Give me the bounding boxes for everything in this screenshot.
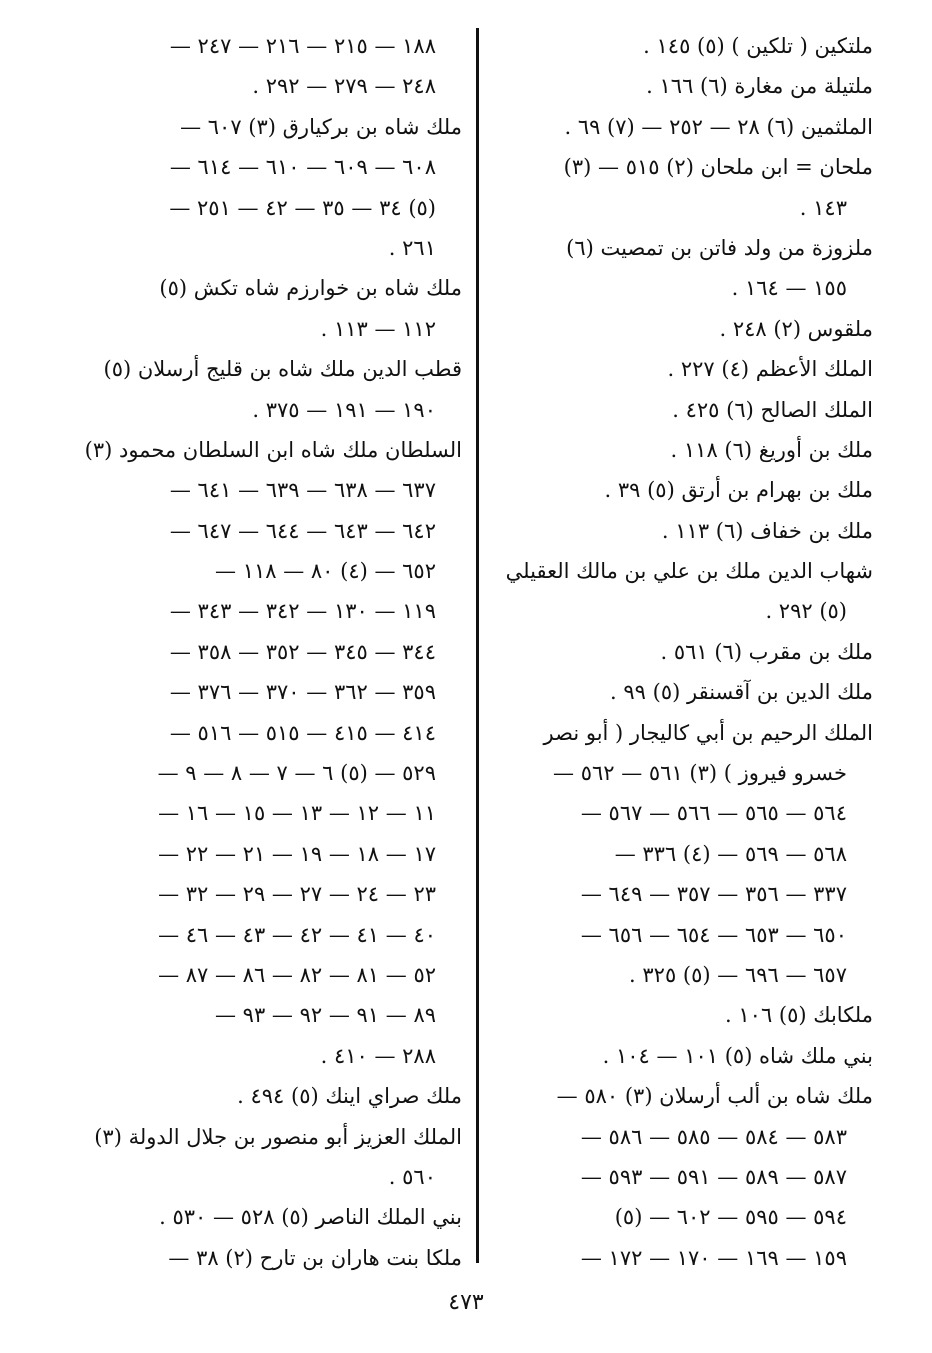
index-entry-line: شهاب الدين ملك بن علي بن مالك العقيلي (505, 559, 873, 584)
index-entry-line: ٢٦١ . (388, 235, 436, 260)
index-entry-line: ١٥٩ — ١٦٩ — ١٧٠ — ١٧٢ — (580, 1245, 847, 1270)
index-entry-line: ١١٢ — ١١٣ . (320, 316, 436, 341)
index-entry-line: ٥٢٩ — (٥) ٦ — ٧ — ٨ — ٩ — (157, 761, 436, 786)
index-entry-line: ٦٥٧ — ٦٩٦ — (٥) ٣٢٥ . (629, 962, 847, 987)
index-entry-line: ١٧ — ١٨ — ١٩ — ٢١ — ٢٢ — (158, 841, 436, 866)
index-entry-line: ملك بن أوريغ (٦) ١١٨ . (670, 437, 873, 462)
index-entry-line: ملك صراي اينك (٥) ٤٩٤ . (237, 1084, 462, 1109)
index-entry-line: الملك الأعظم (٤) ٢٢٧ . (667, 357, 873, 382)
index-entry-line: ٦٥٠ — ٦٥٣ — ٦٥٤ — ٦٥٦ — (580, 922, 847, 947)
index-entry-line: ملك شاه بن ألب أرسلان (٣) ٥٨٠ — (556, 1084, 873, 1109)
index-entry-line: ٣٤٤ — ٣٤٥ — ٣٥٢ — ٣٥٨ — (169, 639, 436, 664)
index-entry-line: ١٥٥ — ١٦٤ . (731, 276, 847, 301)
index-entry-line: ملتكين ( تلكين ) (٥) ١٤٥ . (643, 34, 873, 58)
index-entry-line: الملك الرحيم بن أبي كاليجار ( أبو نصر (543, 720, 873, 745)
index-entry-line: ٨٩ — ٩١ — ٩٢ — ٩٣ — (214, 1003, 436, 1028)
index-entry-line: ٥٢ — ٨١ — ٨٢ — ٨٦ — ٨٧ — (158, 962, 436, 987)
index-entry-line: ٤٠ — ٤١ — ٤٢ — ٤٣ — ٤٦ — (158, 922, 436, 947)
right-column (505, 26, 873, 1278)
index-entry-line: ملك الدين بن آقسنقر (٥) ٩٩ . (610, 680, 873, 705)
index-entry-line: ملك بن بهرام بن أرتق (٥) ٣٩ . (604, 478, 873, 503)
index-entry-line: ٢٨٨ — ٤١٠ . (320, 1043, 436, 1068)
index-entry-line: ملزوزة من ولد فاتن بن تمصيت (٦) (566, 235, 873, 260)
index-entry-line: ٦٥٢ — (٤) ٨٠ — ١١٨ — (215, 559, 436, 584)
index-entry-line: ملك شاه بن بركيارق (٣) ٦٠٧ — (180, 114, 462, 139)
index-entry-line: ملك شاه بن خوارزم شاه تكش (٥) (159, 276, 462, 301)
column-divider (476, 28, 479, 1263)
index-entry-line: ٢٤٨ — ٢٧٩ — ٢٩٢ . (252, 74, 436, 99)
index-entry-line: ٦٣٧ — ٦٣٨ — ٦٣٩ — ٦٤١ — (169, 478, 436, 503)
index-entry-line: الملك العزيز أبو منصور بن جلال الدولة (٣) (94, 1124, 462, 1149)
index-entry-line: ملك بن مقرب (٦) ٥٦١ . (660, 639, 873, 664)
index-entry-line: خسرو فيروز ) (٣) ٥٦١ — ٥٦٢ — (553, 761, 847, 786)
index-entry-line: ١٩٠ — ١٩١ — ٣٧٥ . (252, 397, 436, 422)
index-entry-line: بني الملك الناصر (٥) ٥٢٨ — ٥٣٠ . (159, 1205, 462, 1230)
index-entry-line: ملكا بنت هاران بن تارح (٢) ٣٨ — (168, 1245, 462, 1270)
left-column (84, 26, 462, 1278)
index-entry-line: ٣٥٩ — ٣٦٢ — ٣٧٠ — ٣٧٦ — (169, 680, 436, 705)
index-entry-line: ٣٣٧ — ٣٥٦ — ٣٥٧ — ٦٤٩ — (580, 882, 847, 907)
page-number: ٤٧٣ (448, 1290, 484, 1315)
index-entry-line: ٥٦٨ — ٥٦٩ — (٤) ٣٣٦ — (614, 841, 847, 866)
index-entry-line: السلطان ملك شاه ابن السلطان محمود (٣) (84, 437, 462, 462)
index-entry-line: ٥٩٤ — ٥٩٥ — ٦٠٢ — (٥) (614, 1205, 847, 1230)
index-entry-line: ٤١٤ — ٤١٥ — ٥١٥ — ٥١٦ — (169, 720, 436, 745)
index-entry-line: ٥٨٧ — ٥٨٩ — ٥٩١ — ٥٩٣ — (580, 1164, 847, 1189)
index-entry-line: ملتيلة من مغارة (٦) ١٦٦ . (646, 74, 873, 99)
index-entry-line: قطب الدين ملك شاه بن قليج أرسلان (٥) (103, 357, 462, 382)
index-entry-line: ٥٨٣ — ٥٨٤ — ٥٨٥ — ٥٨٦ — (580, 1124, 847, 1149)
index-entry-line: ١١ — ١٢ — ١٣ — ١٥ — ١٦ — (158, 801, 436, 826)
index-entry-line: ١١٩ — ١٣٠ — ٣٤٢ — ٣٤٣ — (169, 599, 436, 624)
index-entry-line: (٥) ٢٩٢ . (765, 599, 847, 624)
index-entry-line: ٥٦٤ — ٥٦٥ — ٥٦٦ — ٥٦٧ — (580, 801, 847, 826)
index-entry-line: ٦٤٢ — ٦٤٣ — ٦٤٤ — ٦٤٧ — (169, 518, 436, 543)
index-entry-line: الملك الصالح (٦) ٤٢٥ . (672, 397, 873, 422)
index-entry-line: ملك بن خفاف (٦) ١١٣ . (661, 518, 873, 543)
index-entry-line: ٥٦٠ . (388, 1164, 436, 1189)
index-entry-line: ١٤٣ . (799, 195, 847, 220)
index-entry-line: ملقوس (٢) ٢٤٨ . (719, 316, 873, 341)
index-entry-line: (٥) ٣٤ — ٣٥ — ٤٢ — ٢٥١ — (169, 195, 436, 220)
index-entry-line: بني ملك شاه (٥) ١٠١ — ١٠٤ . (602, 1043, 873, 1068)
index-entry-line: ١٨٨ — ٢١٥ — ٢١٦ — ٢٤٧ — (169, 34, 436, 58)
index-entry-line: ملحان = ابن ملحان (٢) ٥١٥ — (٣) (563, 155, 873, 180)
index-entry-line: ٦٠٨ — ٦٠٩ — ٦١٠ — ٦١٤ — (169, 155, 436, 180)
index-entry-line: الملثمين (٦) ٢٨ — ٢٥٢ — (٧) ٦٩ . (564, 114, 873, 139)
index-entry-line: ٢٣ — ٢٤ — ٢٧ — ٢٩ — ٣٢ — (158, 882, 436, 907)
index-entry-line: ملكابك (٥) ١٠٦ . (725, 1003, 873, 1028)
